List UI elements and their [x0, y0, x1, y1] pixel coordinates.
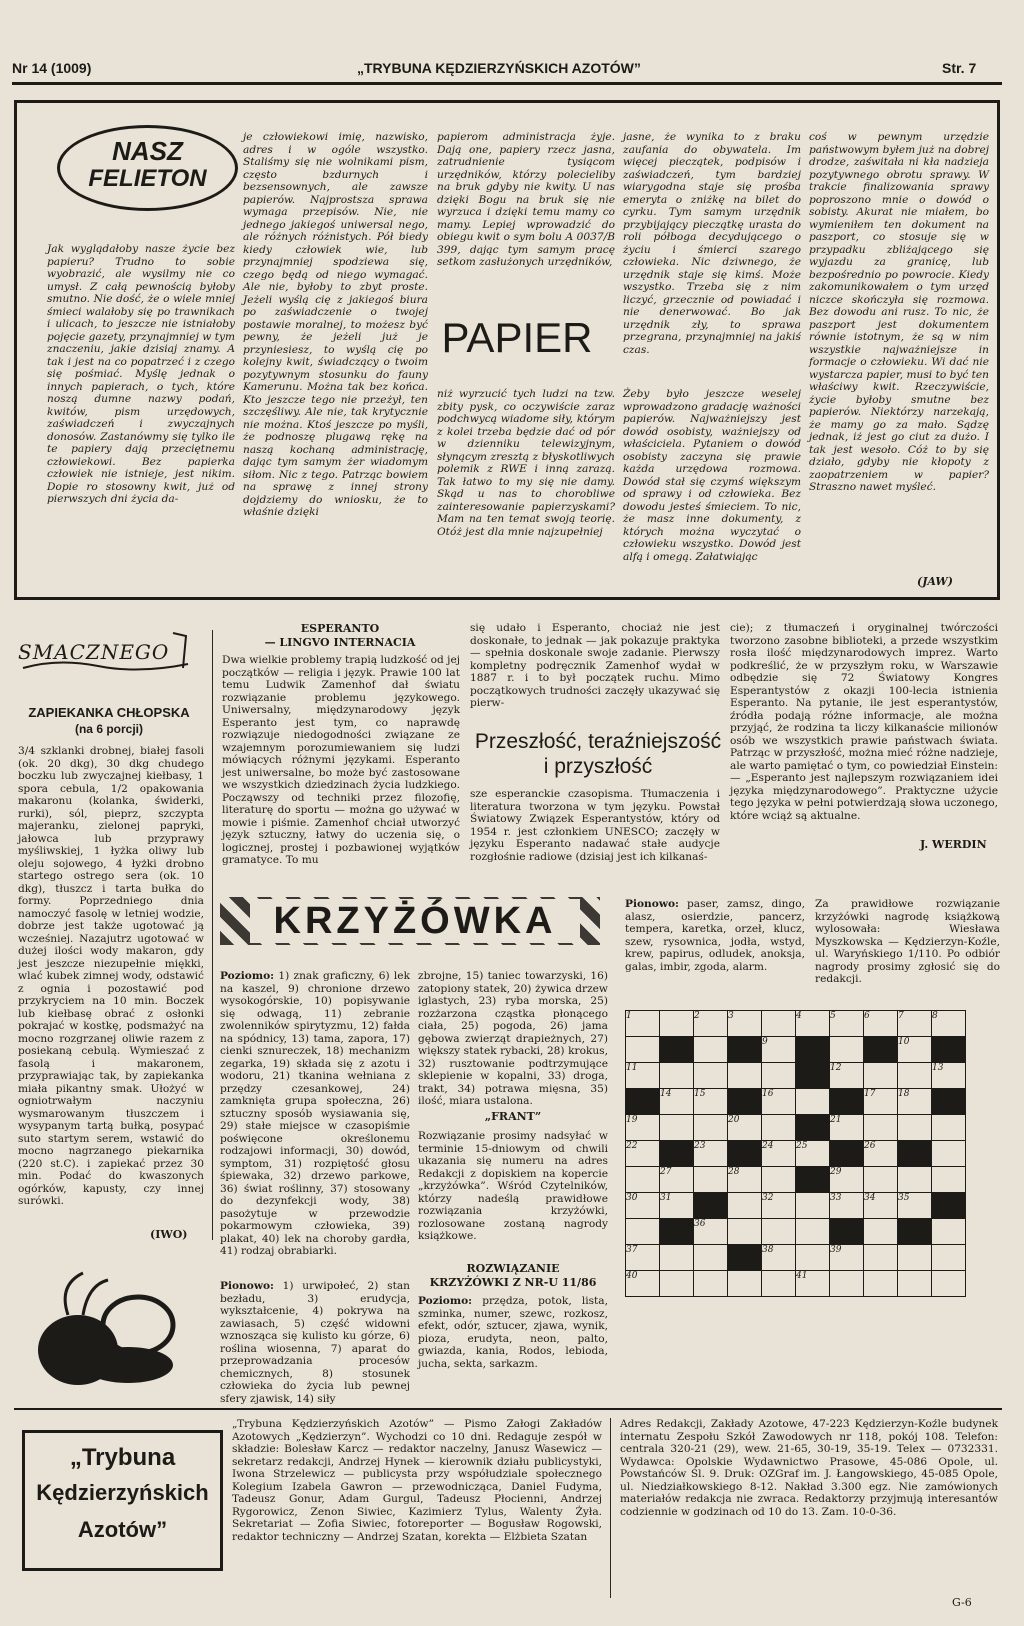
grid-block: [796, 1063, 830, 1089]
crossword-title-block: [220, 895, 605, 951]
grid-cell[interactable]: 37: [626, 1245, 660, 1271]
grid-cell[interactable]: [762, 1271, 796, 1297]
grid-cell[interactable]: [796, 1193, 830, 1219]
grid-cell[interactable]: [694, 1037, 728, 1063]
grid-block: [796, 1115, 830, 1141]
grid-cell[interactable]: [932, 1245, 966, 1271]
grid-cell[interactable]: [694, 1167, 728, 1193]
grid-row: [626, 1115, 966, 1141]
grid-block: [728, 1089, 762, 1115]
grid-cell[interactable]: 25: [796, 1141, 830, 1167]
column-divider: [212, 630, 213, 1240]
grid-cell[interactable]: 40: [626, 1271, 660, 1297]
grid-block: [898, 1219, 932, 1245]
grid-cell[interactable]: 19: [626, 1115, 660, 1141]
recipe-section-logo: [18, 628, 203, 678]
solution-across-label: Poziomo:: [418, 1295, 473, 1307]
grid-cell[interactable]: [694, 1271, 728, 1297]
grid-cell[interactable]: 6: [864, 1011, 898, 1037]
esperanto-banner1: Przeszłość, teraźniejszość: [474, 730, 722, 753]
feuilleton-col2: je człowiekowi imię, nazwisko, adres i w ogóle wszystko. Staliśmy się nie wolnikami pism, często bzdurnych i bezsensownych, ale zawsze papierów. Najprostsza sprawa wymaga przepisów. Nie, nie jednego jakiegoś uniwersal nego, ale różnych różnistych. Pół biedy kiedy człowiek wie, lub przynajmniej spodziewa się, czego będą od niego wymagać. Ale nie, byłoby to zbyt proste. Jeżeli wyślą cię z jakiegoś biura po zaświadczenie o twojej postawie moralnej, to możesz być pewny, że jeżeli już je przyniesiesz, to wyślą cię po kolejny kwit, świadczący o twoim pozytywnym stosunku do fauny Kamerunu. Można tak bez końca. Kto jeszcze tego nie przeżył, ten szczęśliwy. Ale nie, tak krytycznie nie można. Ktoś jeszcze po myśli, że podnoszę plugawą rękę na naszą kochaną administrację, dając tym samym żer wiadomym siłom. Nic z tego. Patrząc bowiem na sprawę z innej strony dojdziemy do wniosku, że to właśnie dzięki: [243, 131, 428, 518]
grid-cell[interactable]: 15: [694, 1089, 728, 1115]
grid-block: [796, 1037, 830, 1063]
grid-cell[interactable]: [932, 1271, 966, 1297]
feuilleton-col3b: niż wyrzucić tych ludzi na tzw. zbity pysk, co oczywiście zaraz podchwycą wiadome siły, którym z kolei trzeba będzie dać od pór w dzienniku telewizyjnym, słynącym zresztą z błyskotliwych polemik z RWE i inną zarazą. Tak łatwo to my się nie damy. Skąd u nas to chorobliwe zainteresowanie papierzyskami? Mam na ten temat swoją teorię. Otóż jest dla mnie najzupełniej: [437, 388, 615, 538]
grid-cell[interactable]: [864, 1219, 898, 1245]
grid-row: [626, 1167, 966, 1193]
grid-cell[interactable]: 21: [830, 1115, 864, 1141]
frant-text: Rozwiązanie prosimy nadsyłać w terminie 15-dniowym od chwili ukazania się numeru na adres Redakcji z dopiskiem na kopercie „krzyżówka”. Wśród Czytelników, którzy nadeślą prawidłowe rozwiązania krzyżówki, rozlosowane zostaną nagrody książkowe.: [418, 1130, 608, 1242]
grid-cell[interactable]: 24: [762, 1141, 796, 1167]
grid-cell[interactable]: [864, 1115, 898, 1141]
logo-line1: „Trybuna: [69, 1444, 176, 1471]
grid-cell[interactable]: [932, 1115, 966, 1141]
grid-cell[interactable]: [728, 1193, 762, 1219]
header-rule: [12, 82, 1002, 85]
vegetables-illustration: [28, 1265, 193, 1395]
grid-row: [626, 1011, 966, 1037]
grid-cell[interactable]: 34: [864, 1193, 898, 1219]
grid-cell[interactable]: [932, 1219, 966, 1245]
grid-cell[interactable]: 2: [694, 1011, 728, 1037]
feuilleton-col4b: Żeby było jeszcze weselej wprowadzono gradację ważności papierów. Najważniejszy jest dowód osobisty, ważniejszy od właściciela. Pytaniem o dowód osobisty zaczyna się prawie każda urzędowa rozmowa. Dowód stał się czymś większym od sprawy i od człowieka. Bez dowodu jesteś śmieciem. To nic, że masz inne dokumenty, z których można wyczytać o człowieku wszystko. Dowód jest alfą i omegą. Załatwiając: [623, 388, 801, 563]
grid-cell[interactable]: [898, 1167, 932, 1193]
grid-cell[interactable]: [694, 1063, 728, 1089]
grid-cell[interactable]: 22: [626, 1141, 660, 1167]
grid-cell[interactable]: [762, 1167, 796, 1193]
grid-cell[interactable]: [626, 1037, 660, 1063]
grid-cell[interactable]: 17: [864, 1089, 898, 1115]
grid-cell[interactable]: 14: [660, 1089, 694, 1115]
solution-heading2: KRZYŻÓWKI Z NR-U 11/86: [429, 1276, 597, 1289]
grid-cell[interactable]: 36: [694, 1219, 728, 1245]
grid-block: [660, 1037, 694, 1063]
grid-cell[interactable]: [660, 1063, 694, 1089]
grid-cell[interactable]: [660, 1115, 694, 1141]
footer-rule: [14, 1408, 1002, 1410]
solution-down-label: Pionowo:: [625, 898, 679, 910]
grid-cell[interactable]: [898, 1245, 932, 1271]
down-label: Pionowo:: [220, 1280, 274, 1292]
recipe-signature: (IWO): [150, 1228, 188, 1241]
grid-block: [728, 1037, 762, 1063]
grid-cell[interactable]: 5: [830, 1011, 864, 1037]
grid-cell[interactable]: [660, 1271, 694, 1297]
grid-cell[interactable]: [728, 1063, 762, 1089]
esperanto-heading1: ESPERANTO: [300, 622, 380, 635]
feuilleton-col5: coś w pewnym urzędzie państwowym byłem już na dobrej drodze, zaświtała ni kła nadzieja pozytywnego obrotu sprawy. W trakcie finalizowania sprawy poproszono mnie o dowód o sobisty. Akurat nie miałem, bo wymieniłem ten dokument na paszport, co stosuje się w przypadku zbliżającego się wyjazdu za granicę, lub bezpośrednio po powrocie. Kiedy zakomunikowałem o tym urzęd niczce skończyła się rozmowa. Bez dowodu ani rusz. To nic, że paszport jest dokumentem równie istotnym, że są w nim wszystkie najważniejsze in formacje o człowieku. Wi dać nie wystarcza papier, musi to być ten właściwy kwit. Rzeczywiście, życie byłoby smutne bez papierów. Niektórzy narzekają, że mamy go za mało. Sądzę jednak, iż jest go ciut za dużo. I tak jest wesoło. Cóż to by się działo, gdyby nie kłopoty z zaopatrzeniem w papier? Straszno nawet myśleć.: [809, 131, 989, 493]
down-text: 1) urwipołeć, 2) stan bezładu, 3) erudycja, wykształcenie, 4) pokrywa na zawiasach, 5) część widowni wznosząca się kulisto ku górze, 6) roślina wiosenna, 7) aparat do przeprowadzania procesów chemicznych, 8) stosunek człowieka do życia lub pewnej sfery zjawisk, 14) siły: [220, 1280, 410, 1405]
feuilleton-title: PAPIER: [441, 314, 593, 361]
crossword-down-clues: [220, 1280, 410, 1405]
grid-cell[interactable]: [626, 1167, 660, 1193]
grid-cell[interactable]: [830, 1037, 864, 1063]
grid-block: [626, 1089, 660, 1115]
grid-cell[interactable]: [830, 1271, 864, 1297]
grid-cell[interactable]: 20: [728, 1115, 762, 1141]
grid-cell[interactable]: [762, 1011, 796, 1037]
grid-row: [626, 1037, 966, 1063]
esperanto-col2: się udało i Esperanto, chociaż nie jest doskonałe, to jednak — jak pokazuje praktyka — spełnia doskonale swoje zadanie. Pierwszy kompletny podręcznik Zamenhof wydał w 1887 r. i to był początek ruchu. Mimo początkowych trudności zaczęły ukazywać się pierw-: [470, 622, 720, 709]
grid-cell[interactable]: [796, 1219, 830, 1245]
grid-cell[interactable]: [660, 1245, 694, 1271]
grid-cell[interactable]: 28: [728, 1167, 762, 1193]
grid-cell[interactable]: 32: [762, 1193, 796, 1219]
grid-cell[interactable]: [898, 1271, 932, 1297]
feuilleton-signature: (JAW): [917, 575, 953, 588]
esperanto-signature: J. WERDIN: [920, 838, 987, 851]
recipe-title: ZAPIEKANKA CHŁOPSKA: [28, 705, 190, 720]
logo-line3: Azotów”: [77, 1517, 168, 1542]
page-header: [12, 58, 1002, 80]
esperanto-col2b: sze esperanckie czasopisma. Tłumaczenia i literatura tworzona w tym języku. Powstał Światowy Związek Esperantystów, który od 1954 r. jest członkiem UNESCO; zaczęły w języku Esperanto nadawać stałe audycje rozgłośnie radiowe (dzisiaj jest ich kilkanaś-: [470, 788, 720, 863]
grid-cell[interactable]: [796, 1089, 830, 1115]
grid-cell[interactable]: [728, 1271, 762, 1297]
solution-down: [625, 898, 805, 998]
recipe-subtitle: (na 6 porcji): [74, 722, 143, 736]
grid-block: [830, 1219, 864, 1245]
grid-cell[interactable]: 38: [762, 1245, 796, 1271]
crossword-across-clues: [220, 970, 410, 1270]
esperanto-banner2: i przyszłość: [543, 755, 653, 778]
grid-block: [660, 1141, 694, 1167]
grid-block: [830, 1089, 864, 1115]
grid-cell[interactable]: 41: [796, 1271, 830, 1297]
issue-number: Nr 14 (1009): [12, 60, 92, 76]
grid-row: [626, 1245, 966, 1271]
grid-cell[interactable]: [762, 1063, 796, 1089]
feuilleton-col4: jasne, że wynika to z braku zaufania do obywatela. Im więcej pieczątek, podpisów i zaświadczeń, tym bardziej wiarygodna staje się prośba emeryta o zniżkę na bilet do cyrku. Tym samym urzędnik przybijający pieczątkę urasta do roli półboga decydującego o życiu i śmierci szarego człowieka. Nic dziwnego, że urzędnik staje się kimś. Może wszystko. Trzeba się z nim liczyć, grzecznie od powiadać i nie denerwować. Bo jak urzędnik zły, to sprawa przegrana, przynajmniej na jakiś czas.: [623, 131, 801, 356]
grid-block: [932, 1193, 966, 1219]
grid-cell[interactable]: [660, 1011, 694, 1037]
grid-cell[interactable]: 3: [728, 1011, 762, 1037]
badge-line2: FELIETON: [88, 165, 207, 192]
grid-cell[interactable]: [694, 1245, 728, 1271]
solution-across-text: przędza, potok, lista, szminka, numer, szewc, rozkosz, efekt, odór, sztucer, zjawa, wynik, pioza, erudyta, neon, palto, gwiazda, kania, Rodos, lebioda, jucha, sekta, sarkazm.: [418, 1295, 608, 1370]
across-label: Poziomo:: [220, 970, 275, 982]
grid-block: [864, 1037, 898, 1063]
grid-cell[interactable]: [728, 1219, 762, 1245]
grid-cell[interactable]: [864, 1271, 898, 1297]
grid-block: [796, 1167, 830, 1193]
grid-cell[interactable]: [898, 1115, 932, 1141]
grid-block: [660, 1219, 694, 1245]
grid-cell[interactable]: 4: [796, 1011, 830, 1037]
grid-cell[interactable]: [626, 1219, 660, 1245]
grid-row: [626, 1271, 966, 1297]
grid-block: [932, 1037, 966, 1063]
feuilleton-col1: Jak wyglądałoby nasze życie bez papieru? Trudno to sobie wyobrazić, ale wysilmy nie co umysł. Z całą pewnością byłoby smutno. Nie dość, że o wiele mniej śmieci walałoby się po trawnikach i ulicach, to jeszcze nie istniałoby pojęcie gazety, przynajmniej w tym znaczeniu, jakie dzisiaj znamy. A tak i jest na co popatrzeć i z czego się pośmiać. Myślę jednak o innych papierach, o tych, które noszą dumne nazwy podań, kwitów, pism urzędowych, zaświadczeń i zwyczajnych donosów. Zastanówmy się tylko ile te papiery dają przeciętnemu człowiekowi. Bez papierka człowiek nie istnieje, jest nikim. Dopie ro stosowny kwit, już od pierwszych dni życia da-: [47, 243, 235, 505]
grid-cell[interactable]: [932, 1167, 966, 1193]
grid-block: [728, 1141, 762, 1167]
grid-cell[interactable]: 29: [830, 1167, 864, 1193]
editorial-address-text: Adres Redakcji, Zakłady Azotowe, 47-223 Kędzierzyn-Koźle budynek internatu Zespołu Szkół Zawodowych nr 118, pokój 108. Telefon: centrala 320-21 (29), wew. 21-65, 30-19, 35-19. Telex — 0732331. Wydawca: Opolskie Wydawnictwo Prasowe, 45-086 Opole, ul. Powstańców Śl. 9. Druk: OZGraf im. J. Łangowskiego, 45-085 Opole, ul. Niedziałkowskiego 8-12. Nakład 3.300 egz. Nie zamówionych materiałów redakcja nie zwraca. Redaktorzy przyjmują interesantów codziennie w godzinach od 10 do 13. Zam. 10-0-36.: [620, 1418, 998, 1518]
grid-block: [830, 1141, 864, 1167]
feuilleton-col3a: papierom administracja żyje. Dają one, papiery rzecz jasna, zatrudnienie tysiącom urzędników, którzy polecieliby na bruk gdyby nie kwity. U nas dzięki Bogu na bruk się nie wyrzuca i dzięki temu mamy co mamy. Lepiej wprowadzić do obiegu kwit o sym bolu A 0037/B 399, dając tym samym pracę setkom zasłużonych urzędników,: [437, 131, 615, 268]
solution-heading1: ROZWIĄZANIE: [466, 1262, 560, 1275]
grid-cell[interactable]: [864, 1063, 898, 1089]
print-code: G-6: [952, 1596, 972, 1609]
frant-heading: „FRANT”: [484, 1110, 542, 1123]
crossword-grid[interactable]: [625, 1010, 966, 1297]
grid-cell[interactable]: 23: [694, 1141, 728, 1167]
grid-cell[interactable]: 31: [660, 1193, 694, 1219]
grid-row: [626, 1219, 966, 1245]
esperanto-heading2: — LINGVO INTERNACIA: [264, 636, 416, 649]
feuilleton-badge: [57, 125, 238, 211]
recipe-section-title: SMACZNEGO: [18, 640, 170, 664]
grid-cell[interactable]: 35: [898, 1193, 932, 1219]
grid-cell[interactable]: 11: [626, 1063, 660, 1089]
grid-row: [626, 1089, 966, 1115]
esperanto-col1: Dwa wielkie problemy trapią ludzkość od jej początków — religia i język. Prawie 100 lat temu Ludwik Zamenhof dał światu rozwiązanie problemu językowego. Uniwersalny, międzynarodowy język Esperanto jest tym, co naprawdę rozwiązuje niedogodności związane ze wzajemnym porozumiewaniem się ludzi mówiących różnymi językami. Esperanto jest uniwersalne, bo może być zastosowane we wszystkich dziedzinach życia ludzkiego. Począwszy od techniki przez filozofię, literaturę do sportu — można go używać w mowie i piśmie. Zamenhof chciał utworzyć język sztuczny, łatwy do uczenia się, o logicznej, prostej i pozbawionej wyjątków gramatyce. To mu: [222, 654, 460, 866]
footer-divider: [610, 1418, 611, 1598]
editorial-staff-text: „Trybuna Kędzierzyńskich Azotów” — Pismo Załogi Zakładów Azotowych „Kędzierzyn”. Wychodzi co 10 dni. Redaguje zespół w składzie: Bolesław Karcz — redaktor naczelny, Janusz Wasewicz — sekretarz redakcji, Andrzej Hynek — kierownik działu publicystyki, Iwona Strzelewicz — publicysta przy współudziale społecznego Kolegium Izabela Gawron — przewodnicząca, Daniel Fudyma, Tadeusz Gonur, Adam Gurgul, Tadeusz Płocienni, Andrzej Rygorowicz, Zenon Siwiec, Kazimierz Tylus, Walenty Żyła. Sekretariat — Zofia Siwiec, fotoreporter — Bogusław Rogowski, redaktor techniczny — Andrzej Szatan, korekta — Elżbieta Szatan: [232, 1418, 602, 1543]
grid-cell[interactable]: 39: [830, 1245, 864, 1271]
across-text: 1) znak graficzny, 6) lek na kaszel, 9) chronione drzewo wysokogórskie, 10) popisywanie się odwagą, 11) zebranie zwolenników spirytyzmu, 12) fałda na spódnicy, 13) tama, zapora, 17) cienki sznureczek, 18) mechanizm zegarka, 19) składa się z azotu i wodoru, 21) tkanina wełniana z przędzy czesankowej, 24) zamknięta grupa społeczna, 26) sztuczny sposób wysiawania się, 29) stałe miejsce w czasopiśmie poświęcone określonemu rodzajowi informacji, 30) dowód, symptom, 31) rozpiętość głosu śpiewaka, 32) drzewo parkowe, 36) świat roślinny, 37) stosowany do dezynfekcji wody, 38) pasożytuje w przewodzie pokarmowym człowieka, 39) plakat, 40) lek na choroby gardła, 41) rodzaj obrabiarki.: [220, 970, 410, 1257]
badge-line1: NASZ: [112, 136, 183, 166]
grid-cell[interactable]: 13: [932, 1063, 966, 1089]
crossword-title: KRZYŻÓWKA: [250, 899, 580, 943]
grid-cell[interactable]: 10: [898, 1037, 932, 1063]
prize-text: Za prawidłowe rozwiązanie krzyżówki nagrodę książkową wylosowała: Wiesława Myszkowska — Kędzierzyn-Koźle, ul. Waryńskiego 1/110. Po odbiór nagrody prosimy zgłosić się do redakcji.: [815, 898, 1000, 985]
grid-block: [898, 1141, 932, 1167]
grid-block: [728, 1245, 762, 1271]
paper-title: „TRYBUNA KĘDZIERZYŃSKICH AZOTÓW”: [357, 60, 641, 76]
grid-cell[interactable]: 26: [864, 1141, 898, 1167]
grid-block: [932, 1089, 966, 1115]
grid-row: [626, 1193, 966, 1219]
grid-cell[interactable]: 30: [626, 1193, 660, 1219]
grid-cell[interactable]: 33: [830, 1193, 864, 1219]
feuilleton-box: [14, 100, 1000, 600]
grid-cell[interactable]: [864, 1245, 898, 1271]
grid-row: [626, 1063, 966, 1089]
grid-cell[interactable]: 1: [626, 1011, 660, 1037]
grid-cell[interactable]: [762, 1115, 796, 1141]
logo-line2: Kędzierzyńskich: [36, 1480, 209, 1505]
grid-cell[interactable]: [932, 1141, 966, 1167]
grid-cell[interactable]: [864, 1167, 898, 1193]
solution-down-text: paser, zamsz, dingo, alasz, osierdzie, pancerz, tempera, karetka, orzeł, klucz, szew, rysownica, jodła, wstyd, krew, papirus, odludek, anoksja, galas, imbir, zgoda, alarm.: [625, 898, 806, 973]
grid-cell[interactable]: 16: [762, 1089, 796, 1115]
masthead-logo: [22, 1430, 223, 1571]
page-number: Str. 7: [942, 60, 977, 76]
recipe-text: 3/4 szklanki drobnej, białej fasoli (ok. 20 dkg), 30 dkg chudego boczku lub zwyczajnej kiełbasy, 1 spora cebula, 1/2 opakowania makaronu (kolanka, świderki, rurki), sól, pieprz, szczypta majeranku, zielonej papryki, jałowca lub przyprawy myśliwskiej, 1 łyżka oliwy lub oleju sojowego, 4 łyżki drobno startego ostrego sera (ok. 10 dkg), tłuszcz i tarta bułka do formy. Poprzedniego dnia namoczyć fasolę w letniej wodzie, dobrze jest także ugotować ją wcześniej. Nazajutrz ugotować w dużej ilości wody makaron, gdy jest jeszcze niezupełnie miękki, wlać kubek zimnej wody, odstawić z ognia i pozostawić pod przykryciem na 10 min. Boczek lub kiełbasę obrać z osłonki pokrajać w kostkę, podsmażyć na mocno rozgrzanej oliwie razem z posiekaną cebulą. Wymieszać z fasolą i makaronem, przyprawiając tak, by zapiekanka miała pikantny smak. Ułożyć w ogniotrwałym naczyniu wysmarowanym tłuszczem i wysypanym tartą bułką, posypać suto startym serem, wstawić do mocno nagrzanego piekarnika (220 st.C). i zapiekać przez 30 min. Podać do kwaszonych ogórków, kapusty, czy innej surówki.: [18, 745, 204, 1207]
grid-cell[interactable]: [796, 1245, 830, 1271]
grid-cell[interactable]: [762, 1219, 796, 1245]
crossword-across-cont: zbrojne, 15) taniec towarzyski, 16) zatopiony statek, 20) żywica drzew iglastych, 23) ryba morska, 25) rozżarzona cząstka płonącego ciała, 25) pogoda, 26) jama gębowa zwierząt drapieżnych, 27) większy statek rybacki, 28) krokus, 32) rusztowanie podtrzymujące sklepienie w kopalni, 33) droga, trakt, 34) potrawa mięsna, 35) ilość, miara ustalona.: [418, 970, 608, 1107]
grid-cell[interactable]: [898, 1063, 932, 1089]
grid-cell[interactable]: [694, 1115, 728, 1141]
grid-cell[interactable]: 8: [932, 1011, 966, 1037]
grid-block: [694, 1193, 728, 1219]
grid-row: [626, 1141, 966, 1167]
grid-cell[interactable]: 12: [830, 1063, 864, 1089]
grid-cell[interactable]: 18: [898, 1089, 932, 1115]
esperanto-col3: cie); z tłumaczeń i oryginalnej twórczości tworzono zasobne biblioteki, a przede wszystkim rosła ilość międzynarodowych imprez. Warto podkreślić, że w przyszłym roku, w Warszawie odbędzie się 72 Światowy Kongres Esperantystów z okazji 100-lecia istnienia Esperanto. Na pytanie, ile jest esperantystów, źródła podają różne informacje, ale można przyjąć, że rodzina ta liczy kilkanaście milionów osób we wszystkich prawie państwach świata. Patrząc w przyszłość, można mieć różne nadzieje, ale warto pamiętać o tym, co powiedział Einstein: — „Esperanto jest najlepszym rozwiązaniem idei języka międzynarodowego”. Praktyczne użycie tego języka w pełni potwierdzają słowa uczonego, które wciąż są aktualne.: [730, 622, 998, 822]
grid-cell[interactable]: 7: [898, 1011, 932, 1037]
solution-across: [418, 1295, 608, 1395]
grid-cell[interactable]: 27: [660, 1167, 694, 1193]
grid-cell[interactable]: 9: [762, 1037, 796, 1063]
